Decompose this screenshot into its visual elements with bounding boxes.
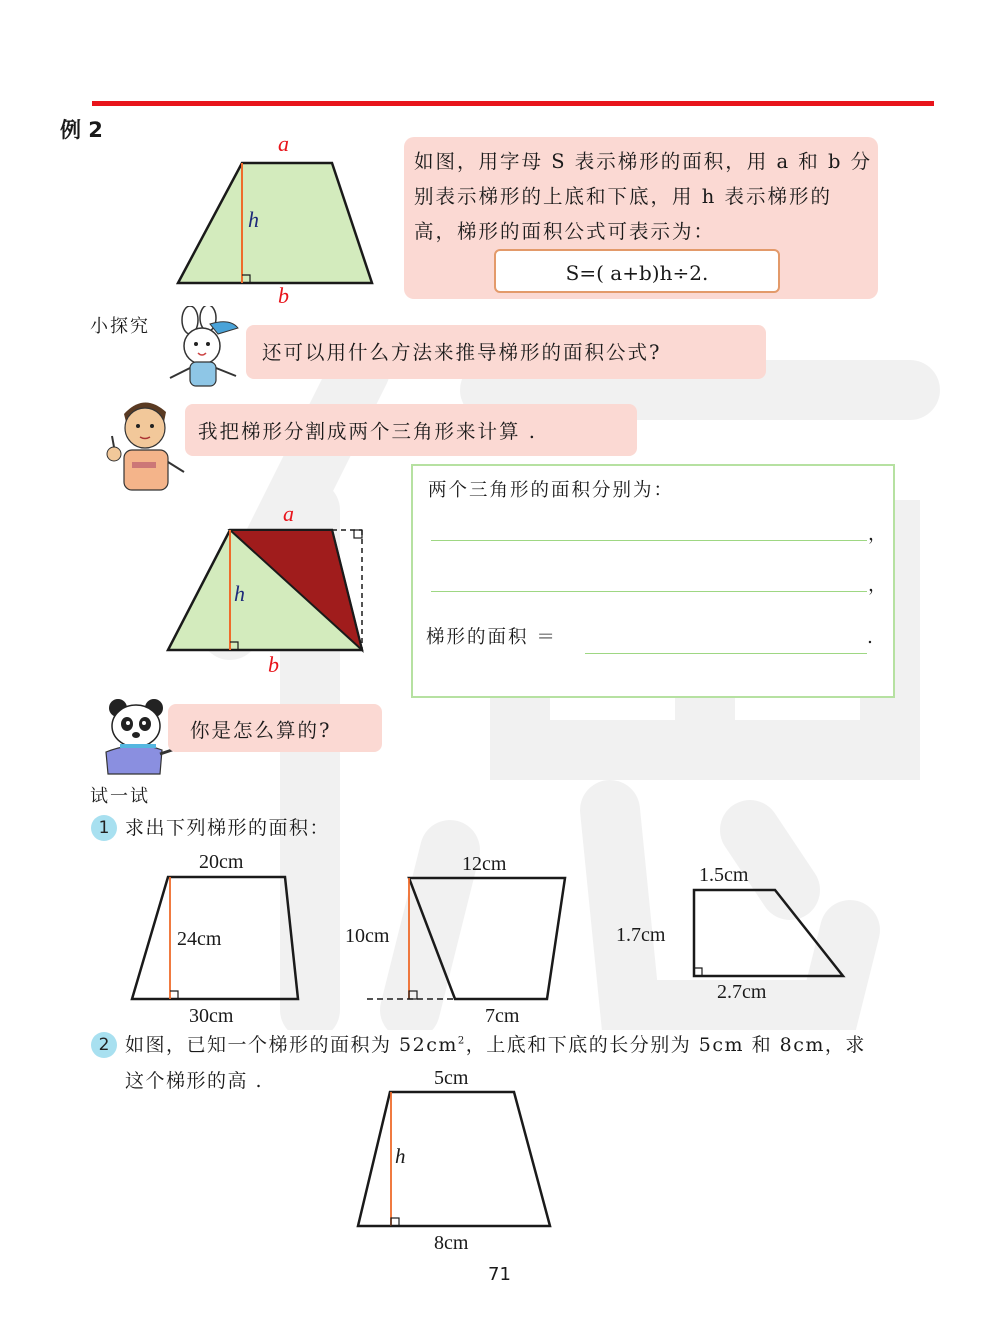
boy-character-icon (100, 392, 190, 496)
label-bottom-b: b (278, 283, 289, 308)
label-top-a: a (278, 131, 289, 156)
trap1-height-label: 24cm (177, 928, 222, 950)
right-angle-mark-corner (354, 530, 362, 538)
practice-label: 试一试 (90, 786, 150, 807)
formula-expression: S=( a+b)h÷2. (494, 249, 780, 293)
rabbit-character-icon (160, 306, 244, 388)
practice-trapezoid-1 (125, 845, 315, 1030)
label-top-a: a (283, 501, 294, 526)
trap1-top-label: 20cm (199, 851, 244, 873)
label-height-h: h (248, 207, 259, 232)
practice-trapezoid-2 (340, 845, 580, 1030)
boy-statement: 我把梯形分割成两个三角形来计算 . (198, 420, 537, 443)
split-trapezoid-figure (160, 500, 380, 680)
trap2-bottom-label: 7cm (485, 1005, 520, 1027)
area-unit-exponent: 2 (457, 1035, 466, 1047)
trap3-height-label: 1.7cm (616, 924, 666, 946)
question-2-line-1 (125, 1030, 866, 1057)
example-trapezoid-figure (170, 130, 390, 310)
answer-line-3-end: . (867, 627, 875, 648)
trapezoid-shape (358, 1092, 550, 1226)
answer-box-title: 两个三角形的面积分别为： (428, 480, 675, 501)
answer-line-1-end: ， (868, 524, 889, 545)
q2-top-label: 5cm (434, 1067, 469, 1089)
explore-label: 小探究 (90, 316, 150, 337)
trap1-bottom-label: 30cm (189, 1005, 234, 1027)
trap2-top-label: 12cm (462, 853, 507, 875)
trap3-bottom-label: 2.7cm (717, 981, 767, 1003)
question-2-line-1a: 如图，已知一个梯形的面积为 52cm (125, 1034, 458, 1056)
trapezoid-shape (694, 890, 843, 976)
trapezoid-area-label: 梯形的面积 ＝ (426, 627, 557, 648)
answer-line-2[interactable] (431, 591, 867, 592)
trapezoid-shape (409, 878, 565, 999)
formula-paragraph: 如图，用字母 S 表示梯形的面积，用 a 和 b 分别表示梯形的上底和下底，用 h 表示梯形的高，梯形的面积公式可表示为： (414, 150, 873, 243)
answer-line-2-end: ， (868, 575, 889, 596)
question-1-text: 求出下列梯形的面积： (125, 817, 331, 839)
question-2-trapezoid (350, 1062, 560, 1257)
question-1-number: 1 (91, 815, 117, 841)
panda-question: 你是怎么算的? (190, 719, 332, 742)
page-number: 71 (488, 1264, 511, 1285)
trap2-height-label: 10cm (345, 925, 390, 947)
label-height-h: h (234, 581, 245, 606)
trap3-top-label: 1.5cm (699, 864, 749, 886)
question-2-line-2: 这个梯形的高 . (125, 1070, 264, 1092)
q2-height-label: h (395, 1144, 406, 1168)
trapezoid-shape (178, 163, 372, 283)
answer-line-3[interactable] (585, 653, 867, 654)
question-2-line-1b: ，上底和下底的长分别为 5cm 和 8cm，求 (465, 1034, 866, 1056)
q2-bottom-label: 8cm (434, 1232, 469, 1254)
practice-trapezoid-3 (610, 855, 860, 1010)
answer-line-1[interactable] (431, 540, 867, 541)
header-rule (92, 101, 934, 106)
rabbit-question: 还可以用什么方法来推导梯形的面积公式? (262, 341, 662, 364)
label-bottom-b: b (268, 652, 279, 677)
example-label: 例 2 (60, 118, 103, 142)
question-2-number: 2 (91, 1032, 117, 1058)
right-angle-mark (409, 991, 417, 999)
